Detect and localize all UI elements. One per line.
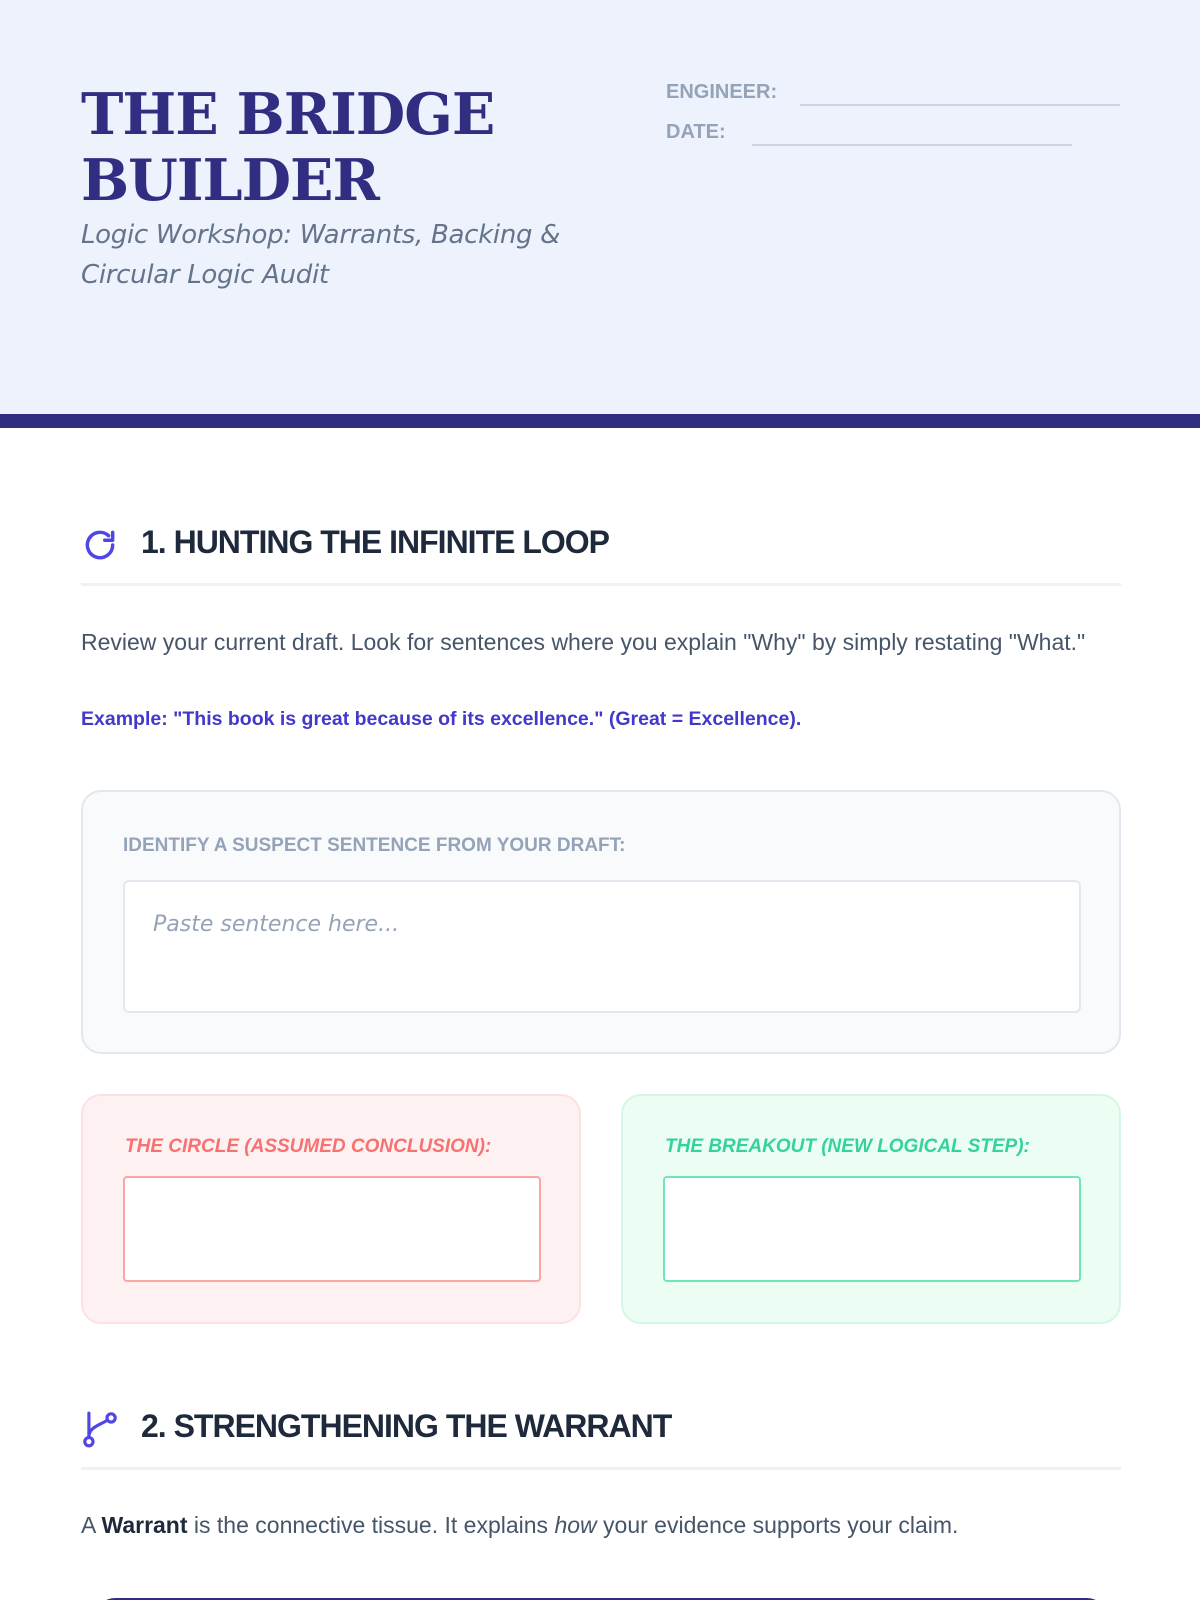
refresh-icon <box>81 526 119 564</box>
section-2-title: 2. STRENGTHENING THE WARRANT <box>141 1408 672 1444</box>
circle-card <box>81 1094 581 1324</box>
breakout-label: THE BREAKOUT (NEW LOGICAL STEP): <box>665 1136 1030 1157</box>
engineer-label: ENGINEER: <box>666 81 778 103</box>
suspect-sentence-placeholder: Paste sentence here... <box>153 912 400 937</box>
section-1-example: Example: "This book is great because of its excellence." (Great = Excellence). <box>81 708 802 730</box>
breakout-card <box>621 1094 1121 1324</box>
intro-text-b: is the connective tissue. It explains <box>187 1512 555 1538</box>
engineer-field[interactable] <box>800 102 1120 106</box>
worksheet-title: THE BRIDGE BUILDER <box>81 81 495 214</box>
branch-icon <box>81 1410 119 1448</box>
date-label: DATE: <box>666 121 726 143</box>
worksheet-header <box>0 0 1200 428</box>
circle-label: THE CIRCLE (ASSUMED CONCLUSION): <box>125 1136 492 1157</box>
warrant-term: Warrant <box>101 1512 188 1538</box>
breakout-input[interactable] <box>663 1176 1081 1282</box>
circle-input[interactable] <box>123 1176 541 1282</box>
intro-text-a: A <box>81 1512 102 1538</box>
date-field[interactable] <box>752 142 1072 146</box>
intro-text-c: your evidence supports your claim. <box>596 1512 959 1538</box>
intro-emphasis: how <box>554 1512 597 1538</box>
suspect-sentence-card <box>81 790 1121 1054</box>
section-2-intro <box>81 1506 1121 1544</box>
section-2-heading <box>81 1390 1121 1470</box>
section-1-instructions: Review your current draft. Look for sentences where you explain "Why" by simply restating "What." <box>81 629 1086 655</box>
suspect-sentence-input[interactable] <box>123 880 1081 1013</box>
section-1-heading <box>81 506 1121 586</box>
section-1-title: 1. HUNTING THE INFINITE LOOP <box>141 524 610 560</box>
suspect-sentence-label: IDENTIFY A SUSPECT SENTENCE FROM YOUR DRAFT: <box>123 835 626 856</box>
worksheet-subtitle: Logic Workshop: Warrants, Backing & Circular Logic Audit <box>81 220 561 290</box>
